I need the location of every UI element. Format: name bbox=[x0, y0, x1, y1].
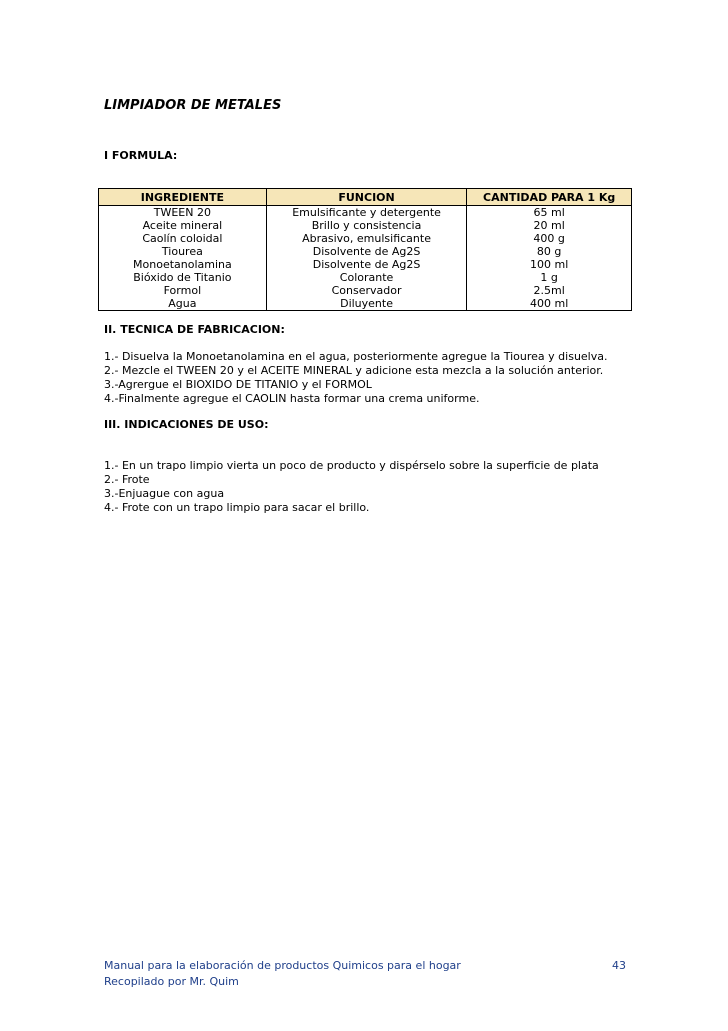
section-fabrication-heading: II. TECNICA DE FABRICACION: bbox=[104, 323, 285, 336]
quantity-cell: 1 g bbox=[467, 271, 632, 284]
ingredient-cell: Monoetanolamina bbox=[99, 258, 267, 271]
table-header-row bbox=[99, 189, 632, 206]
usage-steps-list bbox=[104, 459, 599, 515]
function-cell: Emulsificante y detergente bbox=[266, 206, 467, 220]
quantity-cell: 65 ml bbox=[467, 206, 632, 220]
table-row bbox=[99, 271, 632, 284]
function-cell: Disolvente de Ag2S bbox=[266, 258, 467, 271]
fabrication-step: 1.- Disuelva la Monoetanolamina en el agua, posteriormente agregue la Tiourea y disuelva. bbox=[104, 350, 608, 363]
quantity-cell: 400 ml bbox=[467, 297, 632, 311]
usage-step: 1.- En un trapo limpio vierta un poco de producto y dispérselo sobre la superficie de plata bbox=[104, 459, 599, 472]
function-cell: Colorante bbox=[266, 271, 467, 284]
column-header: CANTIDAD PARA 1 Kg bbox=[467, 189, 632, 206]
fabrication-steps-list bbox=[104, 350, 607, 406]
usage-step: 4.- Frote con un trapo limpio para sacar el brillo. bbox=[104, 501, 370, 514]
formula-table bbox=[98, 188, 632, 311]
ingredient-cell: TWEEN 20 bbox=[99, 206, 267, 220]
table-row bbox=[99, 284, 632, 297]
ingredient-cell: Tiourea bbox=[99, 245, 267, 258]
table-row bbox=[99, 232, 632, 245]
table-row bbox=[99, 297, 632, 311]
function-cell: Abrasivo, emulsificante bbox=[266, 232, 467, 245]
fabrication-step: 2.- Mezcle el TWEEN 20 y el ACEITE MINERAL y adicione esta mezcla a la solución anterior. bbox=[104, 364, 604, 377]
quantity-cell: 100 ml bbox=[467, 258, 632, 271]
page-title: LIMPIADOR DE METALES bbox=[104, 98, 282, 113]
function-cell: Brillo y consistencia bbox=[266, 219, 467, 232]
ingredient-cell: Bióxido de Titanio bbox=[99, 271, 267, 284]
ingredient-cell: Caolín coloidal bbox=[99, 232, 267, 245]
table-row bbox=[99, 258, 632, 271]
ingredient-cell: Formol bbox=[99, 284, 267, 297]
usage-step: 2.- Frote bbox=[104, 473, 150, 486]
column-header: FUNCION bbox=[266, 189, 467, 206]
function-cell: Diluyente bbox=[266, 297, 467, 311]
function-cell: Conservador bbox=[266, 284, 467, 297]
quantity-cell: 80 g bbox=[467, 245, 632, 258]
table-row bbox=[99, 206, 632, 220]
quantity-cell: 2.5ml bbox=[467, 284, 632, 297]
section-usage-heading: III. INDICACIONES DE USO: bbox=[104, 418, 269, 431]
quantity-cell: 400 g bbox=[467, 232, 632, 245]
quantity-cell: 20 ml bbox=[467, 219, 632, 232]
ingredient-cell: Agua bbox=[99, 297, 267, 311]
column-header: INGREDIENTE bbox=[99, 189, 267, 206]
ingredient-cell: Aceite mineral bbox=[99, 219, 267, 232]
table-row bbox=[99, 245, 632, 258]
usage-step: 3.-Enjuague con agua bbox=[104, 487, 225, 500]
fabrication-step: 4.-Finalmente agregue el CAOLIN hasta formar una crema uniforme. bbox=[104, 392, 480, 405]
section-formula-heading: I FORMULA: bbox=[104, 149, 178, 162]
table-row bbox=[99, 219, 632, 232]
footer-author: Recopilado por Mr. Quim bbox=[104, 975, 239, 988]
fabrication-step: 3.-Agrergue el BIOXIDO DE TITANIO y el FORMOL bbox=[104, 378, 372, 391]
page-number: 43 bbox=[612, 959, 626, 972]
footer-book-title: Manual para la elaboración de productos Quimicos para el hogar bbox=[104, 959, 461, 972]
function-cell: Disolvente de Ag2S bbox=[266, 245, 467, 258]
